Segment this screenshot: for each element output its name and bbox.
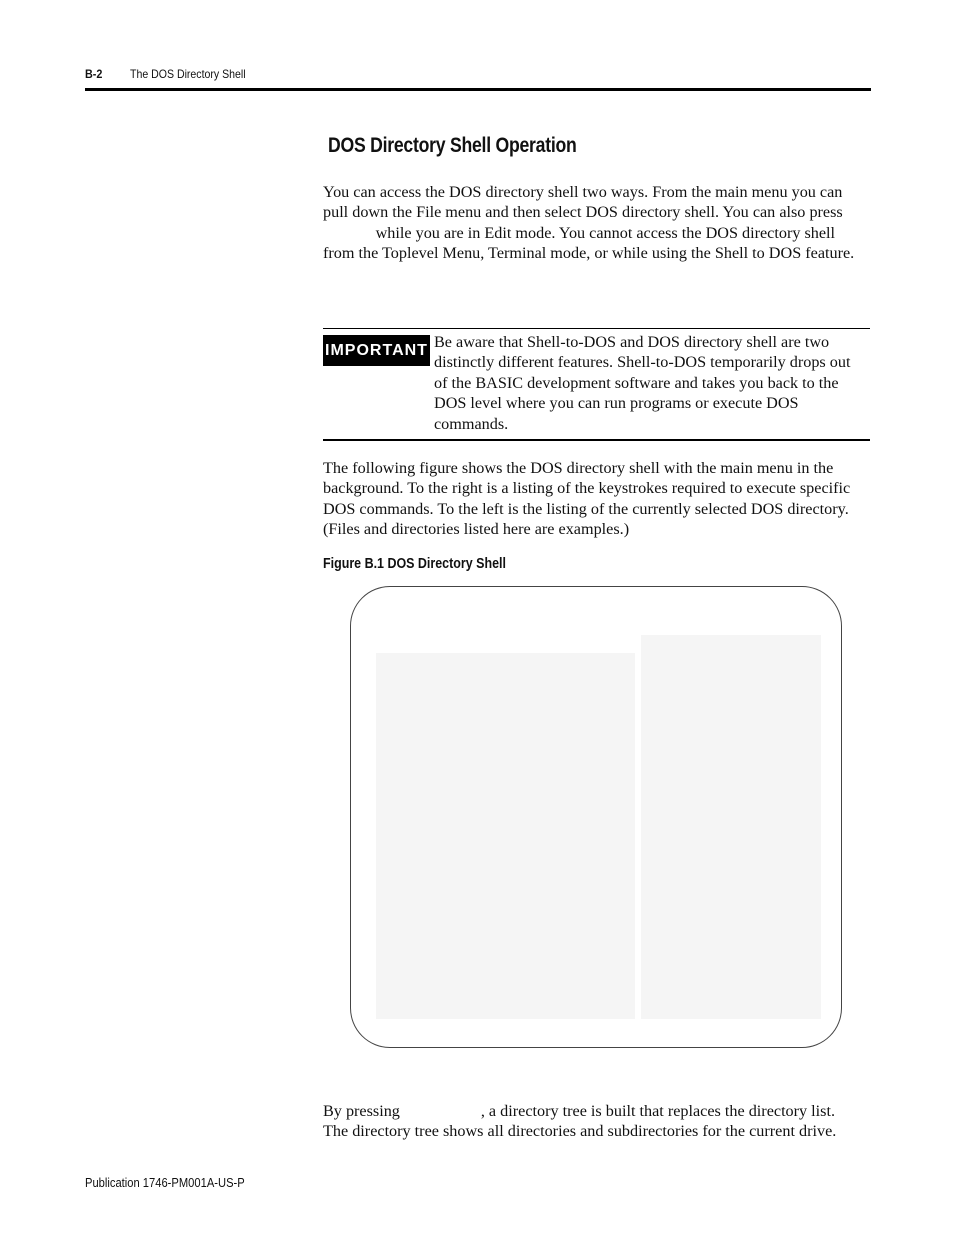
header-rule <box>85 88 871 91</box>
directory-listing-panel <box>376 653 635 1019</box>
important-badge: IMPORTANT <box>323 335 430 366</box>
directory-tree-paragraph <box>323 1101 871 1142</box>
paragraph-line: DOS commands. To the left is the listing of the currently selected DOS directory. <box>323 499 849 518</box>
paragraph-line: from the Toplevel Menu, Terminal mode, or while using the Shell to DOS feature. <box>323 244 855 263</box>
intro-paragraph <box>323 182 871 264</box>
important-bottom-rule <box>323 439 870 441</box>
important-top-rule <box>323 328 870 329</box>
page-number: B-2 <box>85 67 103 81</box>
paragraph-line: while you are in Edit mode. You cannot access the DOS directory shell <box>323 223 836 242</box>
important-note <box>434 332 874 434</box>
paragraph-line: The directory tree shows all directories and subdirectories for the current drive. <box>323 1122 837 1141</box>
figure-description-paragraph <box>323 458 871 540</box>
paragraph-line: The following figure shows the DOS directory shell with the main menu in the <box>323 459 834 477</box>
paragraph-line: By pressing , a directory tree is built that replaces the directory list. <box>323 1102 836 1120</box>
important-line: of the BASIC development software and takes you back to the <box>434 373 839 392</box>
figure-caption: Figure B.1 DOS Directory Shell <box>323 556 506 572</box>
section-title: DOS Directory Shell Operation <box>328 134 577 157</box>
paragraph-line: (Files and directories listed here are examples.) <box>323 520 630 539</box>
paragraph-line: You can access the DOS directory shell two ways. From the main menu you can <box>323 183 843 201</box>
important-line: Be aware that Shell-to-DOS and DOS directory shell are two <box>434 333 830 351</box>
keystroke-listing-panel <box>641 635 821 1019</box>
paragraph-line: pull down the File menu and then select DOS directory shell. You can also press <box>323 203 843 222</box>
publication-footer: Publication 1746-PM001A-US-P <box>85 1175 245 1190</box>
important-line: DOS level where you can run programs or execute DOS <box>434 394 799 413</box>
paragraph-line: background. To the right is a listing of the keystrokes required to execute specific <box>323 479 851 498</box>
chapter-title: The DOS Directory Shell <box>130 67 246 81</box>
important-line: commands. <box>434 414 509 433</box>
important-line: distinctly different features. Shell-to-DOS temporarily drops out <box>434 353 851 372</box>
